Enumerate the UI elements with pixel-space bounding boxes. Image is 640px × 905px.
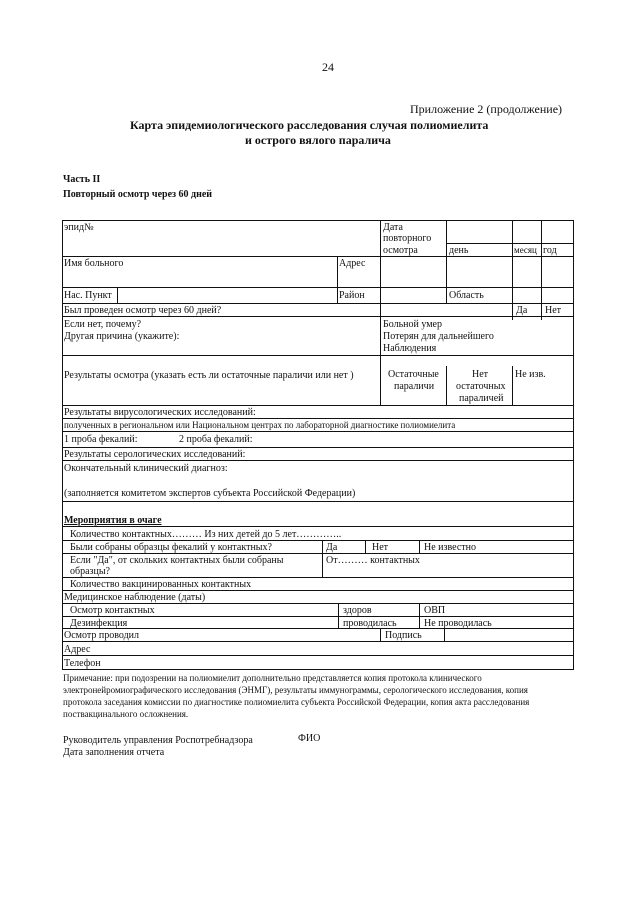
yes-label: Да — [516, 305, 528, 316]
stool-yes-label: Да — [326, 542, 338, 553]
from-contacts-label: От……… контактных — [326, 555, 420, 566]
contacts-count-label: Количество контактных……… Из них детей до 5 лет………….. — [70, 529, 342, 540]
exam-question: Был проведен осмотр через 60 дней? — [64, 305, 222, 316]
stool-collected-label: Были собраны образцы фекалий у контактных? — [70, 542, 272, 553]
fill-date-label: Дата заполнения отчета — [63, 747, 165, 758]
residual-label-2: параличи — [394, 381, 435, 392]
appendix-label: Приложение 2 (продолжение) — [410, 102, 563, 116]
lost-label-2: Наблюдения — [383, 343, 437, 354]
title-line2: и острого вялого паралича — [245, 133, 391, 147]
phone-label: Телефон — [64, 658, 101, 669]
addr-label: Адрес — [64, 644, 91, 655]
no-residual-label-3: параличей — [459, 393, 504, 404]
stool-unknown-label: Не известно — [424, 542, 476, 553]
locality-label: Нас. Пункт — [64, 290, 112, 301]
exam-by-label: Осмотр проводил — [64, 630, 139, 641]
district-label: Район — [339, 290, 365, 301]
medical-observation-label: Медицинское наблюдение (даты) — [64, 592, 206, 603]
if-not-label: Если нет, почему? — [64, 319, 142, 330]
stool1-label: 1 проба фекалий: — [64, 434, 138, 445]
if-yes-label-2: образцы? — [70, 566, 110, 577]
measures-heading: Мероприятия в очаге — [64, 515, 162, 526]
exam-results-label: Результаты осмотра (указать есть ли остаточные параличи или нет ) — [64, 370, 354, 381]
date-label-1: Дата — [383, 222, 403, 233]
ovp-label: ОВП — [424, 605, 446, 616]
date-label-2: повторного — [383, 233, 432, 244]
title-line1: Карта эпидемиологического расследования случая полиомиелита — [130, 118, 489, 132]
disinfection-label: Дезинфекция — [70, 618, 128, 629]
other-reason-label: Другая причина (укажите): — [64, 331, 180, 342]
virology-centers-label: полученных в региональном или Национальном центрах по лабораторной диагностике полиомиелита — [64, 420, 456, 430]
unknown-abbr-label: Не изв. — [515, 369, 546, 380]
if-yes-label-1: Если "Да", от скольких контактных были собраны — [70, 555, 284, 566]
residual-label-1: Остаточные — [388, 369, 439, 380]
contact-exam-label: Осмотр контактных — [70, 605, 155, 616]
note-line3: протокола заседания комиссии по диагностике полиомиелита субъекта Российской Федерации, копия акта расследования — [63, 697, 530, 707]
serology-label: Результаты серологических исследований: — [64, 449, 246, 460]
no-residual-label-2: остаточных — [456, 381, 506, 392]
date-label-3: осмотра — [383, 245, 418, 256]
subtitle: Повторный осмотр через 60 дней — [63, 189, 213, 200]
done-label: проводилась — [343, 618, 397, 629]
page-number: 24 — [322, 60, 334, 74]
stool-no-label: Нет — [372, 542, 389, 553]
patient-name-label: Имя больного — [64, 258, 124, 269]
not-done-label: Не проводилась — [424, 618, 492, 629]
virology-label: Результаты вирусологических исследований: — [64, 407, 256, 418]
head-of-department: Руководитель управления Роспотребнадзора — [63, 735, 253, 746]
address-label: Адрес — [339, 258, 366, 269]
committee-label: (заполняется комитетом экспертов субъекта Российской Федерации) — [64, 488, 356, 499]
vaccinated-label: Количество вакцинированных контактных — [70, 579, 252, 590]
epid-label: эпид№ — [64, 222, 94, 233]
year-label: год — [543, 245, 557, 256]
note-line4: поствакцинального осложнения. — [63, 709, 189, 719]
stool2-label: 2 проба фекалий: — [179, 434, 253, 445]
signature-label: Подпись — [385, 630, 422, 641]
no-label: Нет — [545, 305, 562, 316]
note-line1: Примечание: при подозрении на полиомиелит дополнительно представляется копия протокола клинического — [63, 673, 482, 683]
part-label: Часть II — [63, 174, 101, 185]
no-residual-label-1: Нет — [472, 369, 489, 380]
lost-label-1: Потерян для дальнейшего — [383, 331, 494, 342]
note-line2: электронейромиографического исследования (ЭНМГ), результаты иммунограммы, серологического исследования, копия — [63, 685, 528, 695]
month-label: месяц — [514, 245, 537, 255]
day-label: день — [449, 245, 469, 256]
fio-label: ФИО — [298, 733, 321, 744]
healthy-label: здоров — [343, 605, 372, 616]
final-diagnosis-label: Окончательный клинический диагноз: — [64, 463, 228, 474]
region-label: Область — [449, 290, 484, 301]
died-label: Больной умер — [383, 319, 442, 330]
